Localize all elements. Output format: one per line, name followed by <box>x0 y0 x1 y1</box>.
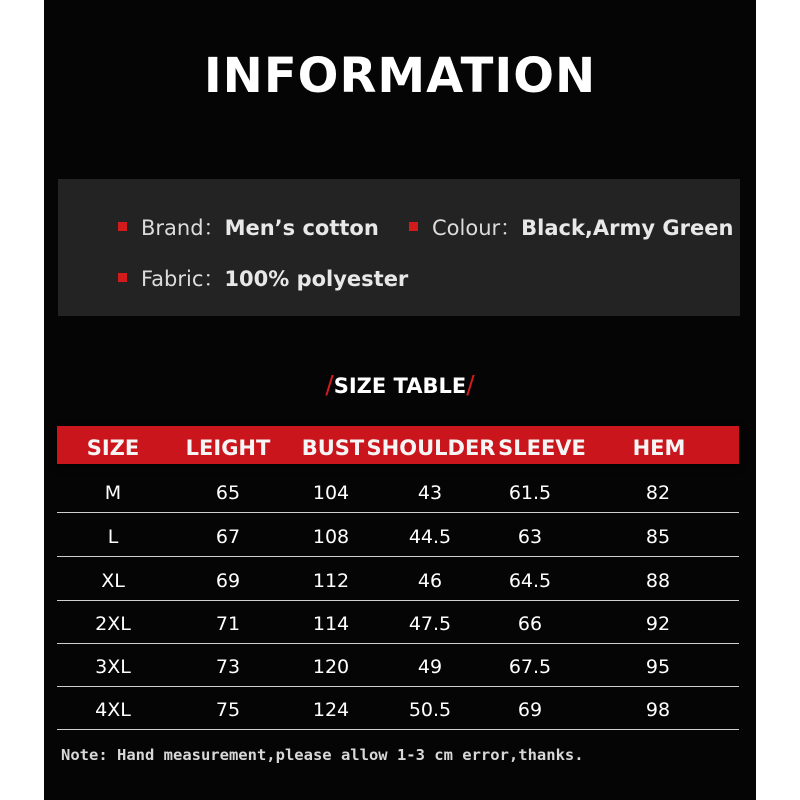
cell-leight: 69 <box>215 570 241 592</box>
cell-size: 2XL <box>95 613 131 635</box>
brand-info <box>118 212 379 242</box>
header-leight: LEIGHT <box>185 436 271 460</box>
header-sleeve: SLEEVE <box>498 436 586 460</box>
header-hem: HEM <box>632 436 686 460</box>
fabric-info <box>118 263 408 293</box>
cell-size: XL <box>101 570 125 592</box>
cell-size: 3XL <box>95 656 131 678</box>
cell-hem: 98 <box>645 699 671 721</box>
cell-bust: 112 <box>312 570 350 592</box>
cell-shoulder: 43 <box>417 482 443 504</box>
measurement-note: Note: Hand measurement,please allow 1-3 cm error,thanks. <box>61 746 584 764</box>
cell-bust: 114 <box>312 613 350 635</box>
cell-bust: 124 <box>312 699 350 721</box>
cell-hem: 92 <box>645 613 671 635</box>
cell-hem: 82 <box>645 482 671 504</box>
cell-hem: 95 <box>645 656 671 678</box>
table-row <box>57 557 739 601</box>
table-row <box>57 643 739 687</box>
cell-size: M <box>104 482 122 504</box>
cell-sleeve: 63 <box>517 526 543 548</box>
cell-sleeve: 64.5 <box>508 570 552 592</box>
cell-shoulder: 49 <box>417 656 443 678</box>
table-row <box>57 469 739 513</box>
cell-hem: 85 <box>645 526 671 548</box>
cell-sleeve: 61.5 <box>508 482 552 504</box>
cell-shoulder: 50.5 <box>408 699 452 721</box>
cell-bust: 104 <box>312 482 350 504</box>
header-size: SIZE <box>86 436 140 460</box>
slash-left-icon: / <box>325 370 334 399</box>
table-row <box>57 686 739 730</box>
cell-leight: 73 <box>215 656 241 678</box>
brand-value: Men’s cotton <box>224 216 379 240</box>
cell-sleeve: 69 <box>517 699 543 721</box>
bullet-icon <box>118 273 127 282</box>
size-table-header <box>57 426 739 464</box>
cell-leight: 67 <box>215 526 241 548</box>
fabric-value: 100% polyester <box>224 267 409 291</box>
cell-shoulder: 46 <box>417 570 443 592</box>
colour-label: Colour： <box>432 216 522 240</box>
cell-hem: 88 <box>645 570 671 592</box>
brand-label: Brand： <box>141 216 225 240</box>
fabric-label: Fabric： <box>141 267 225 291</box>
cell-sleeve: 67.5 <box>508 656 552 678</box>
bullet-icon <box>409 222 418 231</box>
table-row <box>57 513 739 557</box>
colour-value: Black,Army Green <box>521 216 734 240</box>
colour-info <box>409 212 733 242</box>
cell-leight: 65 <box>215 482 241 504</box>
bullet-icon <box>118 222 127 231</box>
cell-leight: 71 <box>215 613 241 635</box>
cell-bust: 108 <box>312 526 350 548</box>
cell-size: L <box>107 526 119 548</box>
info-panel <box>44 0 756 800</box>
cell-shoulder: 44.5 <box>408 526 452 548</box>
cell-shoulder: 47.5 <box>408 613 452 635</box>
table-row <box>57 600 739 644</box>
size-table-title-text: SIZE TABLE <box>333 374 467 398</box>
cell-size: 4XL <box>95 699 131 721</box>
slash-right-icon: / <box>466 370 475 399</box>
header-shoulder: SHOULDER <box>366 436 496 460</box>
size-table-title <box>44 370 756 399</box>
header-bust: BUST <box>301 436 365 460</box>
cell-sleeve: 66 <box>517 613 543 635</box>
product-info-box <box>58 179 740 316</box>
cell-leight: 75 <box>215 699 241 721</box>
page-title: INFORMATION <box>203 48 597 104</box>
cell-bust: 120 <box>312 656 350 678</box>
